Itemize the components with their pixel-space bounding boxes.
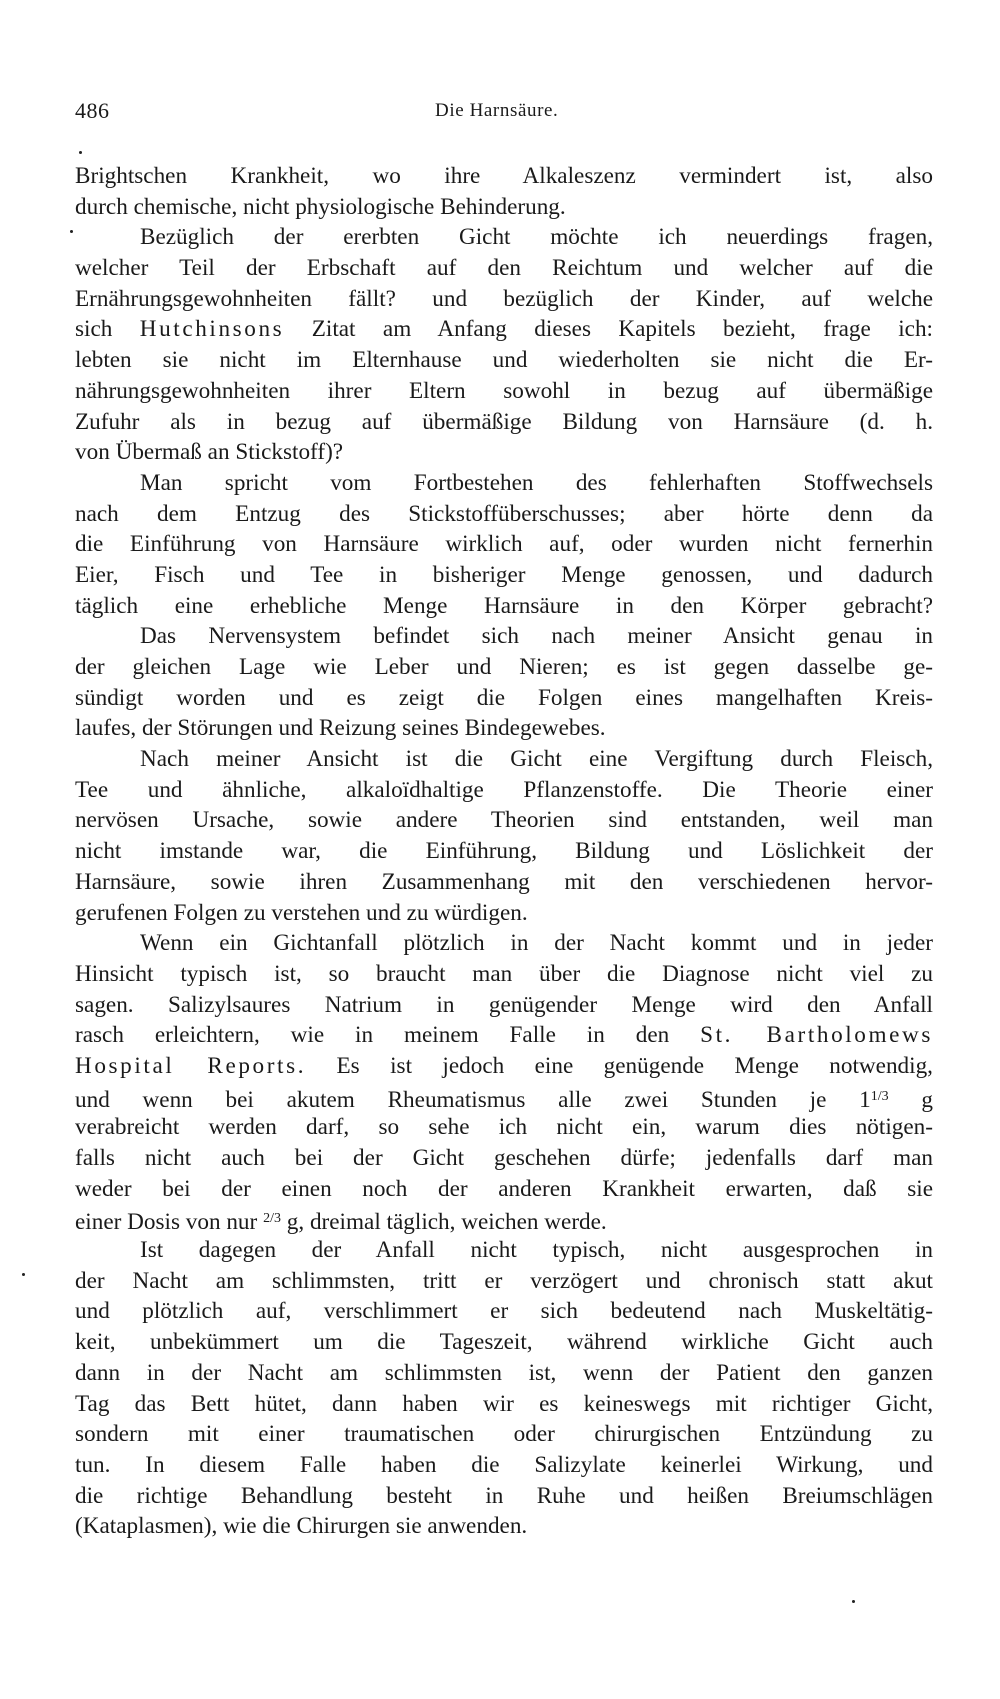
text-line: nervösen Ursache, sowie andere Theorien sind entstanden, weil man [75, 807, 933, 834]
line-segment: und wenn bei akutem Rheumatismus alle zwei Stunden je 1 [75, 1086, 871, 1113]
text-line: die Einführung von Harnsäure wirklich auf, oder wurden nicht fernerhin [75, 531, 933, 558]
text-line: verabreicht werden darf, so sehe ich nicht ein, warum dies nötigen- [75, 1114, 933, 1141]
author-name-spaced: Hutchinsons [139, 316, 285, 343]
print-speck [70, 230, 73, 233]
paragraph-first-line: Nach meiner Ansicht ist die Gicht eine Vergiftung durch Fleisch, [140, 746, 933, 773]
hospital-name-spaced: St. Bartholomews [700, 1022, 933, 1049]
text-line: Hinsicht typisch ist, so braucht man über die Diagnose nicht viel zu [75, 960, 933, 987]
paragraph-first-line: Wenn ein Gichtanfall plötzlich in der Nacht kommt und in jeder [140, 930, 933, 957]
text-line: keit, unbekümmert um die Tageszeit, während wirkliche Gicht auch [75, 1329, 933, 1356]
body-text [75, 161, 933, 1542]
paragraph-first-line: Ist dagegen der Anfall nicht typisch, nicht ausgesprochen in [140, 1237, 933, 1264]
text-line: der gleichen Lage wie Leber und Nieren; es ist gegen dasselbe ge- [75, 654, 933, 680]
text-line: Tag das Bett hütet, dann haben wir es keineswegs mit richtiger Gicht, [75, 1390, 933, 1417]
print-speck [79, 151, 82, 154]
dose-fraction: 1/3 [870, 1088, 889, 1104]
text-line: lebten sie nicht im Elternhause und wiederholten sie nicht die Er- [75, 347, 933, 374]
text-line [75, 1204, 933, 1235]
page-header [75, 98, 933, 132]
line-segment: sich [75, 316, 140, 343]
text-line: von Übermaß an Stickstoff)? [75, 439, 344, 466]
line-segment: g, dreimal täglich, weichen werde. [280, 1209, 607, 1236]
line-segment: einer Dosis von nur [75, 1209, 264, 1236]
text-line: durch chemische, nicht physiologische Behinderung. [75, 193, 566, 220]
dose-fraction: 2/3 [263, 1211, 281, 1227]
text-line: falls nicht auch bei der Gicht geschehen dürfe; jedenfalls darf man [75, 1145, 933, 1171]
text-line: weder bei der einen noch der anderen Krankheit erwarten, daß sie [75, 1175, 933, 1202]
text-line [75, 314, 933, 345]
page-number: 486 [75, 98, 110, 123]
text-line: Zufuhr als in bezug auf übermäßige Bildung von Harnsäure (d. h. [75, 408, 933, 435]
print-speck [852, 1600, 855, 1603]
report-title-spaced: Hospital Reports. [75, 1052, 307, 1079]
text-line: Ernährungsgewohnheiten fällt? und bezüglich der Kinder, auf welche [75, 285, 933, 312]
line-segment: rasch erleichtern, wie in meinem Falle in den [75, 1022, 701, 1049]
text-line: und plötzlich auf, verschlimmert er sich bedeutend nach Muskeltätig- [75, 1298, 933, 1325]
text-line: Brightschen Krankheit, wo ihre Alkaleszenz vermindert ist, also [75, 163, 933, 189]
text-line: sündigt worden und es zeigt die Folgen eines mangelhaften Kreis- [75, 684, 933, 711]
text-line: gerufenen Folgen zu verstehen und zu würdigen. [75, 899, 528, 926]
text-line: dann in der Nacht am schlimmsten ist, wenn der Patient den ganzen [75, 1359, 933, 1386]
text-line: nicht imstande war, die Einführung, Bildung und Löslichkeit der [75, 838, 933, 865]
text-line: nährungsgewohnheiten ihrer Eltern sowohl in bezug auf übermäßige [75, 377, 933, 404]
text-line [75, 1082, 933, 1113]
text-line: laufes, der Störungen und Reizung seines Bindegewebes. [75, 715, 606, 742]
text-line: sagen. Salizylsaures Natrium in genügender Menge wird den Anfall [75, 991, 933, 1018]
paragraph-first-line: Das Nervensystem befindet sich nach meiner Ansicht genau in [140, 623, 933, 650]
line-segment: Es ist jedoch eine genügende Menge notwendig, [306, 1052, 933, 1079]
paragraph-first-line: Bezüglich der ererbten Gicht möchte ich neuerdings fragen, [140, 224, 933, 251]
paragraph-first-line: Man spricht vom Fortbestehen des fehlerhaften Stoffwechsels [140, 469, 933, 496]
text-line: Harnsäure, sowie ihren Zusammenhang mit den verschiedenen hervor- [75, 868, 933, 895]
text-line: (Kataplasmen), wie die Chirurgen sie anwenden. [75, 1513, 528, 1540]
print-speck [22, 1273, 25, 1276]
text-line: Eier, Fisch und Tee in bisheriger Menge genossen, und dadurch [75, 561, 933, 588]
text-line: welcher Teil der Erbschaft auf den Reichtum und welcher auf die [75, 255, 933, 282]
text-line [75, 1020, 933, 1051]
text-line [75, 1051, 933, 1082]
line-segment: Zitat am Anfang dieses Kapitels bezieht, frage ich: [284, 316, 933, 343]
text-line: sondern mit einer traumatischen oder chirurgischen Entzündung zu [75, 1421, 933, 1448]
text-line: nach dem Entzug des Stickstoffüberschusses; aber hörte denn da [75, 500, 933, 527]
running-head: Die Harnsäure. [435, 100, 559, 121]
text-line: tun. In diesem Falle haben die Salizylate keinerlei Wirkung, und [75, 1451, 933, 1478]
text-line: Tee und ähnliche, alkaloïdhaltige Pflanzenstoffe. Die Theorie einer [75, 776, 933, 803]
text-line: der Nacht am schlimmsten, tritt er verzögert und chronisch statt akut [75, 1267, 933, 1294]
text-line: die richtige Behandlung besteht in Ruhe und heißen Breiumschlägen [75, 1482, 933, 1509]
text-line: täglich eine erhebliche Menge Harnsäure in den Körper gebracht? [75, 592, 933, 619]
line-segment: g [888, 1086, 933, 1113]
